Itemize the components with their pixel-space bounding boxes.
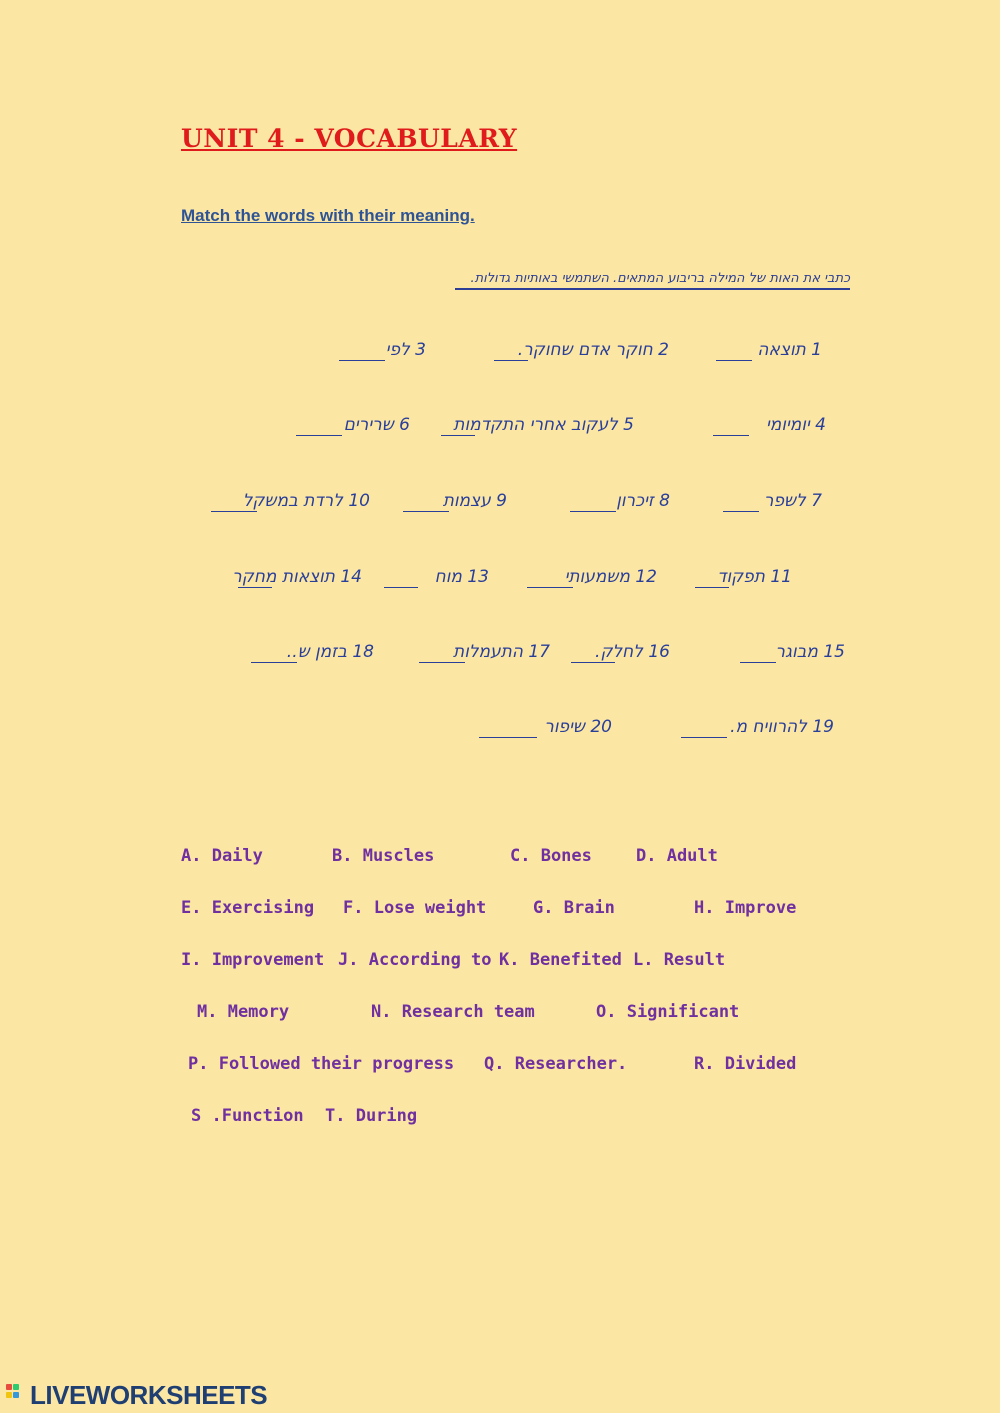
logo-block-red bbox=[6, 1384, 12, 1390]
option-g: G. Brain bbox=[533, 898, 615, 918]
answer-blank-9[interactable] bbox=[403, 511, 449, 512]
answer-blank-3[interactable] bbox=[339, 360, 385, 361]
liveworksheets-logo-icon bbox=[6, 1382, 28, 1408]
option-h: H. Improve bbox=[694, 898, 797, 918]
logo-block-green bbox=[13, 1384, 19, 1390]
answer-blank-17[interactable] bbox=[419, 662, 465, 663]
item-7: 7 לשפר bbox=[763, 491, 822, 511]
item-14: 14 תוצאות מחקר bbox=[232, 567, 362, 587]
answer-blank-18[interactable] bbox=[251, 662, 297, 663]
item-2: 2 חוקר אדם שחוקר. bbox=[517, 340, 669, 360]
item-17: 17 התעמלות bbox=[453, 642, 550, 662]
item-15: 15 מבוגר bbox=[775, 642, 845, 662]
option-l: L. Result bbox=[633, 950, 726, 970]
option-m: M. Memory bbox=[197, 1002, 290, 1022]
option-p: P. Followed their progress bbox=[188, 1054, 455, 1074]
option-n: N. Research team bbox=[371, 1002, 535, 1022]
answer-blank-13[interactable] bbox=[384, 587, 418, 588]
option-t: T. During bbox=[325, 1106, 418, 1126]
answer-blank-12[interactable] bbox=[527, 587, 573, 588]
item-4: 4 יומיומי bbox=[766, 415, 826, 435]
item-11: 11 תפקוד bbox=[717, 567, 792, 587]
answer-blank-5[interactable] bbox=[441, 435, 475, 436]
page-title: UNIT 4 - VOCABULARY bbox=[181, 124, 518, 153]
option-o: O. Significant bbox=[596, 1002, 740, 1022]
answer-blank-16[interactable] bbox=[571, 662, 615, 663]
item-5: 5 לעקוב אחרי התקדמות bbox=[453, 415, 634, 435]
item-3: 3 לפי bbox=[385, 340, 426, 360]
answer-blank-20[interactable] bbox=[479, 737, 537, 738]
answer-blank-2[interactable] bbox=[494, 360, 528, 361]
answer-blank-14[interactable] bbox=[238, 587, 272, 588]
item-12: 12 משמעותי bbox=[564, 567, 657, 587]
logo-block-blue bbox=[13, 1392, 19, 1398]
option-d: D. Adult bbox=[636, 846, 718, 866]
answer-blank-8[interactable] bbox=[570, 511, 616, 512]
logo-block-yellow bbox=[6, 1392, 12, 1398]
item-13: 13 מוח bbox=[434, 567, 489, 587]
answer-blank-1[interactable] bbox=[716, 360, 752, 361]
answer-blank-11[interactable] bbox=[695, 587, 729, 588]
option-b: B. Muscles bbox=[332, 846, 435, 866]
option-i: I. Improvement bbox=[181, 950, 325, 970]
answer-blank-4[interactable] bbox=[713, 435, 749, 436]
item-9: 9 עצמות bbox=[442, 491, 507, 511]
brand-name: LIVEWORKSHEETS bbox=[30, 1379, 268, 1410]
item-8: 8 זיכרון bbox=[616, 491, 670, 511]
option-f: F. Lose weight bbox=[343, 898, 487, 918]
option-e: E. Exercising bbox=[181, 898, 315, 918]
option-k: K. Benefited bbox=[499, 950, 622, 970]
item-19: 19 להרוויח מ. bbox=[730, 717, 834, 737]
liveworksheets-logo[interactable] bbox=[6, 1380, 267, 1410]
option-s: S .Function bbox=[191, 1106, 304, 1126]
item-18: 18 בזמן ש.. bbox=[286, 642, 374, 662]
item-6: 6 שרירים bbox=[343, 415, 410, 435]
answer-blank-10[interactable] bbox=[211, 511, 257, 512]
item-16: 16 לחלק. bbox=[595, 642, 670, 662]
option-j: J. According to bbox=[338, 950, 492, 970]
hebrew-instruction: כתבי את האות של המילה בריבוע המתאים. השתמשי באותיות גדולות. bbox=[455, 271, 850, 290]
option-c: C. Bones bbox=[510, 846, 592, 866]
item-20: 20 שיפור bbox=[544, 717, 612, 737]
option-a: A. Daily bbox=[181, 846, 263, 866]
answer-blank-6[interactable] bbox=[296, 435, 342, 436]
item-1: 1 תוצאה bbox=[757, 340, 822, 360]
option-q: Q. Researcher. bbox=[484, 1054, 628, 1074]
option-r: R. Divided bbox=[694, 1054, 797, 1074]
item-10: 10 לרדת במשקל bbox=[242, 491, 370, 511]
answer-blank-19[interactable] bbox=[681, 737, 727, 738]
answer-blank-15[interactable] bbox=[740, 662, 776, 663]
instruction-subtitle: Match the words with their meaning. bbox=[181, 206, 475, 225]
answer-blank-7[interactable] bbox=[723, 511, 759, 512]
